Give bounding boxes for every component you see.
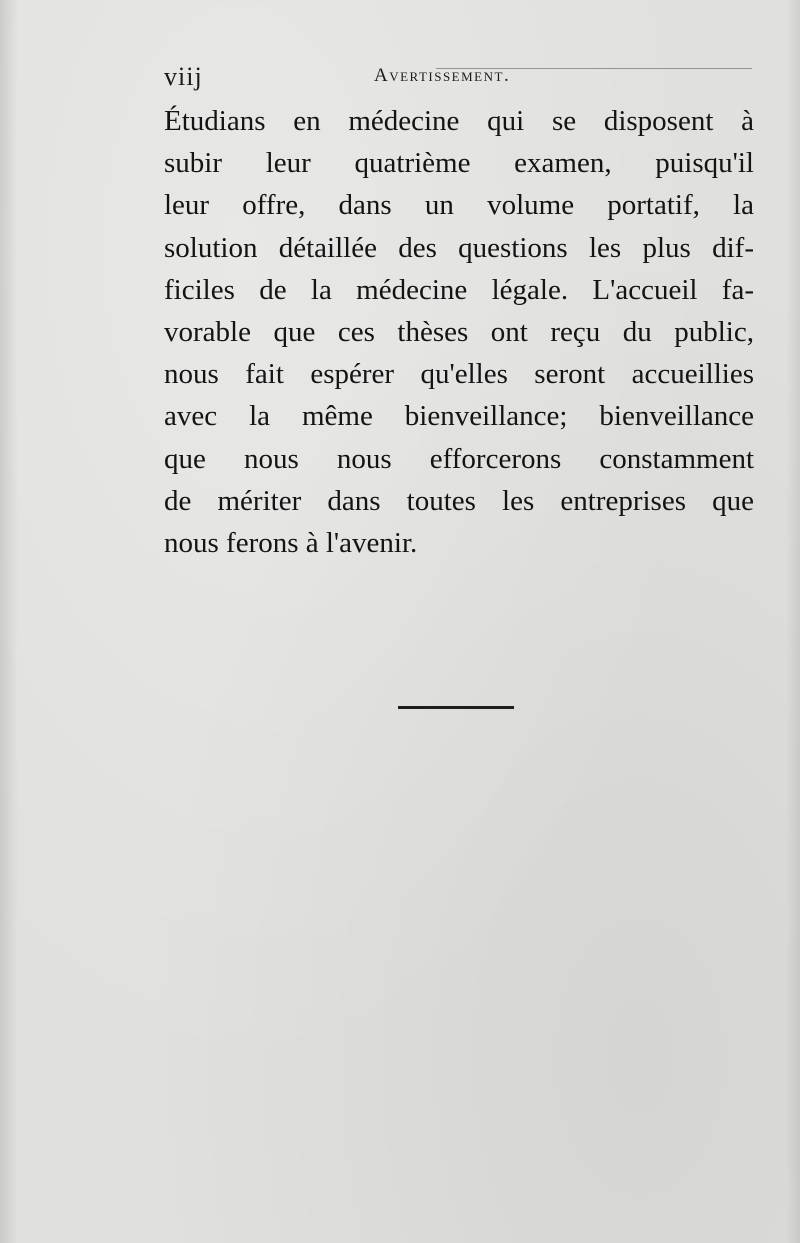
text-line: leur offre, dans un volume portatif, la xyxy=(164,189,754,222)
text-line: de mériter dans toutes les entreprises que xyxy=(164,484,754,517)
text-line: avec la même bienveillance; bienveillance xyxy=(164,400,754,433)
text-line: solution détaillée des questions les plus dif- xyxy=(164,231,754,264)
page-header xyxy=(164,62,754,91)
body-text xyxy=(164,100,754,564)
text-line: nous fait espérer qu'elles seront accueillies xyxy=(164,358,754,391)
page-number: viij xyxy=(164,62,203,91)
running-head: Avertissement. xyxy=(374,65,511,86)
text-line: que nous nous efforcerons constamment xyxy=(164,442,754,475)
text-line: nous ferons à l'avenir. xyxy=(164,526,418,559)
header-rule xyxy=(436,68,752,69)
text-line: subir leur quatrième examen, puisqu'il xyxy=(164,147,754,180)
text-line: Étudians en médecine qui se disposent à xyxy=(164,105,754,137)
text-line: ficiles de la médecine légale. L'accueil fa- xyxy=(164,273,754,306)
page-shadow-right xyxy=(786,0,800,1243)
page-shadow-left xyxy=(0,0,18,1243)
section-divider-rule xyxy=(398,706,514,709)
text-line: vorable que ces thèses ont reçu du public, xyxy=(164,315,754,348)
